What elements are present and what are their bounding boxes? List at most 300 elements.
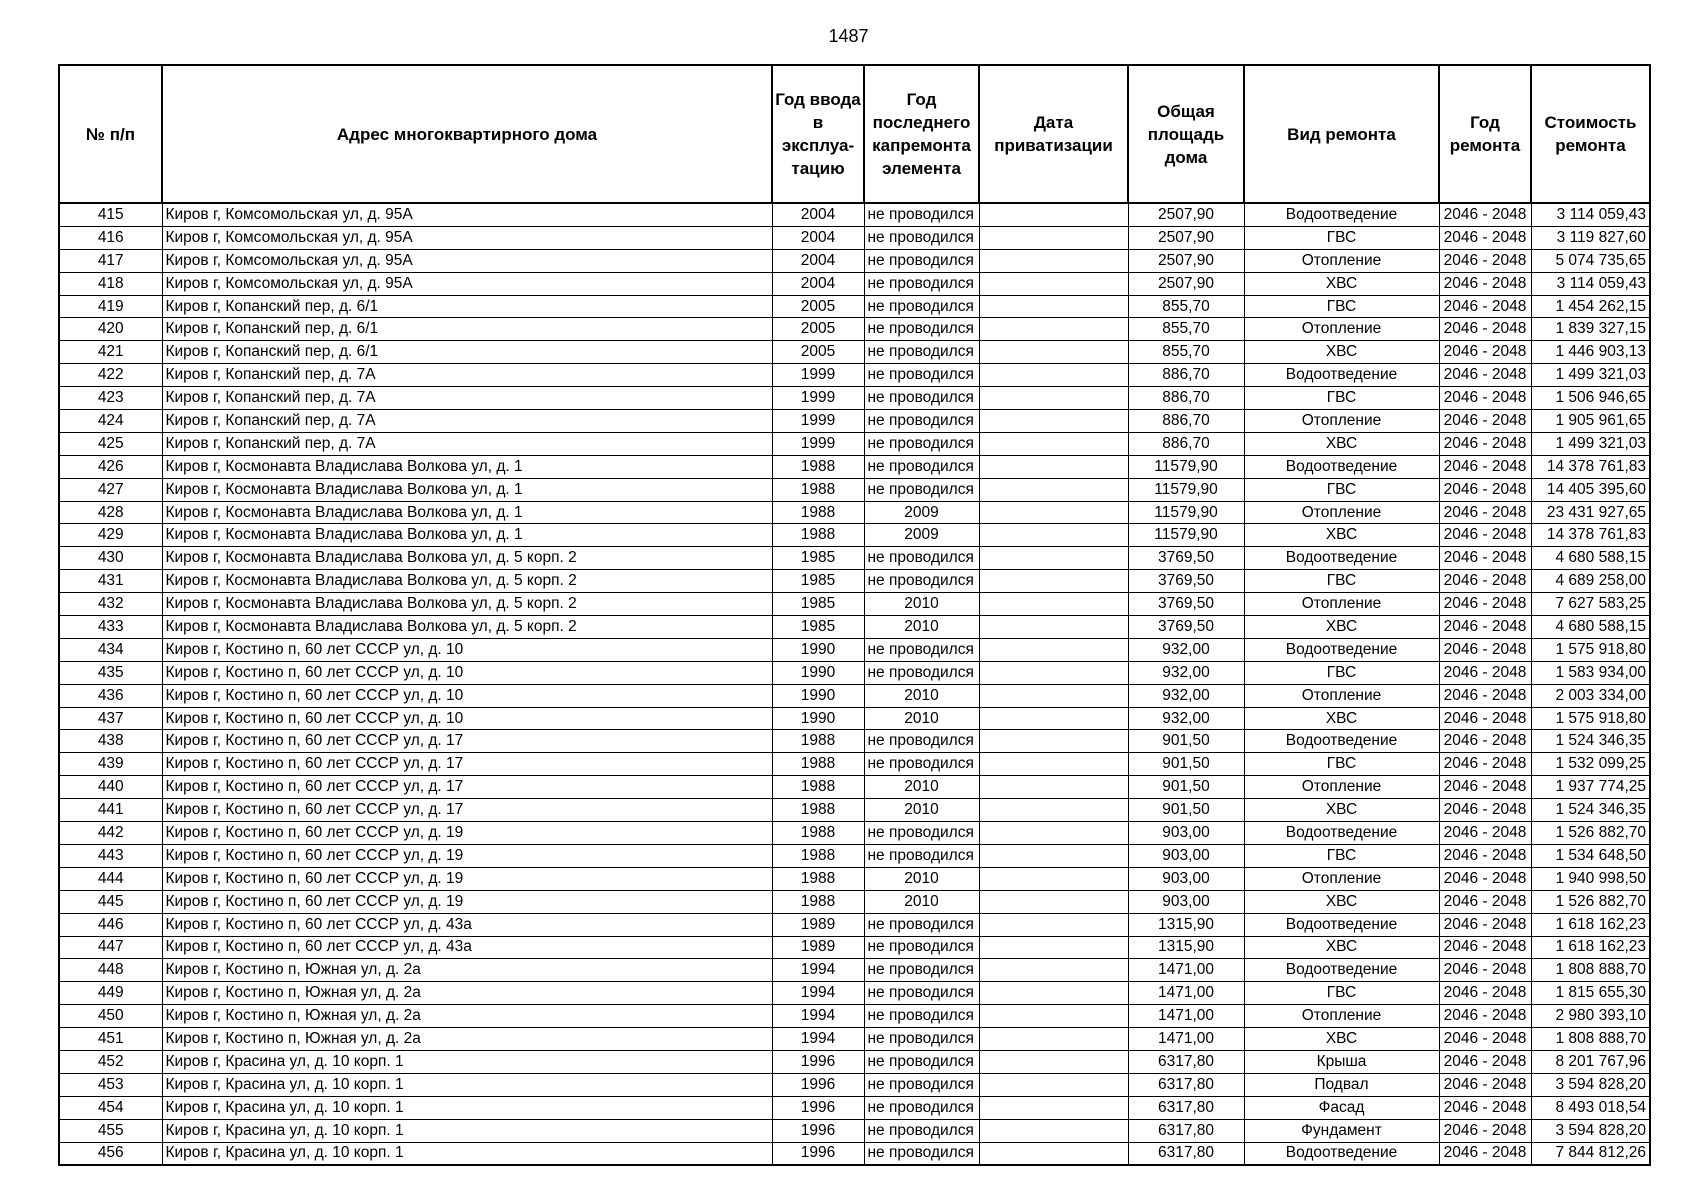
cell-repair-year: 2046 - 2048	[1439, 364, 1531, 387]
cell-privatization-date	[979, 867, 1128, 890]
cell-privatization-date	[979, 272, 1128, 295]
cell-privatization-date	[979, 753, 1128, 776]
cell-cost: 1 499 321,03	[1531, 432, 1650, 455]
cell-repair-year: 2046 - 2048	[1439, 616, 1531, 639]
cell-area: 11579,90	[1128, 455, 1244, 478]
cell-repair-type: ХВС	[1244, 707, 1439, 730]
cell-address: Киров г, Костино п, 60 лет СССР ул, д. 17	[162, 730, 772, 753]
cell-area: 903,00	[1128, 867, 1244, 890]
table-row	[59, 684, 1650, 707]
cell-repair-type: Отопление	[1244, 867, 1439, 890]
cell-num: 449	[59, 982, 162, 1005]
cell-area: 3769,50	[1128, 547, 1244, 570]
cell-repair-year: 2046 - 2048	[1439, 1142, 1531, 1165]
cell-address: Киров г, Комсомольская ул, д. 95А	[162, 272, 772, 295]
cell-area: 2507,90	[1128, 226, 1244, 249]
cell-privatization-date	[979, 1050, 1128, 1073]
repair-schedule-table	[58, 64, 1651, 1166]
cell-privatization-date	[979, 936, 1128, 959]
cell-last-repair: не проводился	[864, 1119, 979, 1142]
cell-last-repair: 2010	[864, 799, 979, 822]
cell-address: Киров г, Космонавта Владислава Волкова ул, д. 1	[162, 478, 772, 501]
table-row	[59, 547, 1650, 570]
cell-address: Киров г, Копанский пер, д. 7А	[162, 387, 772, 410]
cell-last-repair: не проводился	[864, 753, 979, 776]
cell-last-repair: не проводился	[864, 959, 979, 982]
cell-address: Киров г, Космонавта Владислава Волкова ул, д. 5 корп. 2	[162, 570, 772, 593]
cell-cost: 7 627 583,25	[1531, 593, 1650, 616]
cell-address: Киров г, Красина ул, д. 10 корп. 1	[162, 1142, 772, 1165]
cell-num: 421	[59, 341, 162, 364]
header-row	[59, 65, 1650, 203]
cell-last-repair: не проводился	[864, 730, 979, 753]
cell-last-repair: не проводился	[864, 1073, 979, 1096]
cell-last-repair: не проводился	[864, 1142, 979, 1165]
header-repair-type: Вид ремонта	[1244, 65, 1439, 203]
cell-privatization-date	[979, 684, 1128, 707]
cell-cost: 1 808 888,70	[1531, 1028, 1650, 1051]
table-row	[59, 203, 1650, 226]
header-cost: Стоимость ремонта	[1531, 65, 1650, 203]
cell-privatization-date	[979, 478, 1128, 501]
cell-num: 448	[59, 959, 162, 982]
cell-last-repair: не проводился	[864, 272, 979, 295]
cell-repair-year: 2046 - 2048	[1439, 295, 1531, 318]
cell-last-repair: не проводился	[864, 478, 979, 501]
table-row	[59, 753, 1650, 776]
header-num: № п/п	[59, 65, 162, 203]
cell-last-repair: не проводился	[864, 822, 979, 845]
cell-repair-year: 2046 - 2048	[1439, 707, 1531, 730]
cell-cost: 1 446 903,13	[1531, 341, 1650, 364]
cell-address: Киров г, Костино п, 60 лет СССР ул, д. 19	[162, 867, 772, 890]
cell-num: 437	[59, 707, 162, 730]
table-row	[59, 982, 1650, 1005]
table-row	[59, 410, 1650, 433]
cell-repair-year: 2046 - 2048	[1439, 501, 1531, 524]
cell-last-repair: не проводился	[864, 203, 979, 226]
cell-last-repair: 2010	[864, 776, 979, 799]
cell-privatization-date	[979, 776, 1128, 799]
cell-address: Киров г, Костино п, 60 лет СССР ул, д. 17	[162, 776, 772, 799]
cell-repair-year: 2046 - 2048	[1439, 890, 1531, 913]
cell-privatization-date	[979, 593, 1128, 616]
cell-privatization-date	[979, 959, 1128, 982]
cell-repair-year: 2046 - 2048	[1439, 936, 1531, 959]
cell-area: 903,00	[1128, 890, 1244, 913]
cell-area: 886,70	[1128, 364, 1244, 387]
table-row	[59, 730, 1650, 753]
cell-last-repair: не проводился	[864, 432, 979, 455]
cell-area: 932,00	[1128, 638, 1244, 661]
table-row	[59, 1119, 1650, 1142]
cell-address: Киров г, Копанский пер, д. 6/1	[162, 341, 772, 364]
cell-address: Киров г, Копанский пер, д. 7А	[162, 364, 772, 387]
cell-area: 932,00	[1128, 707, 1244, 730]
table-row	[59, 799, 1650, 822]
cell-num: 440	[59, 776, 162, 799]
cell-cost: 5 074 735,65	[1531, 249, 1650, 272]
cell-num: 418	[59, 272, 162, 295]
cell-area: 6317,80	[1128, 1073, 1244, 1096]
cell-num: 416	[59, 226, 162, 249]
cell-repair-type: ГВС	[1244, 570, 1439, 593]
cell-year-built: 1994	[772, 982, 864, 1005]
cell-cost: 7 844 812,26	[1531, 1142, 1650, 1165]
cell-cost: 3 114 059,43	[1531, 272, 1650, 295]
cell-area: 3769,50	[1128, 593, 1244, 616]
cell-repair-year: 2046 - 2048	[1439, 684, 1531, 707]
table-row	[59, 387, 1650, 410]
cell-cost: 1 940 998,50	[1531, 867, 1650, 890]
cell-repair-type: ХВС	[1244, 524, 1439, 547]
cell-cost: 8 493 018,54	[1531, 1096, 1650, 1119]
table-row	[59, 1005, 1650, 1028]
cell-address: Киров г, Космонавта Владислава Волкова ул, д. 5 корп. 2	[162, 547, 772, 570]
cell-last-repair: не проводился	[864, 844, 979, 867]
cell-area: 855,70	[1128, 318, 1244, 341]
table-row	[59, 844, 1650, 867]
table-row	[59, 616, 1650, 639]
cell-last-repair: 2010	[864, 867, 979, 890]
cell-address: Киров г, Костино п, 60 лет СССР ул, д. 10	[162, 707, 772, 730]
table-row	[59, 318, 1650, 341]
cell-repair-year: 2046 - 2048	[1439, 982, 1531, 1005]
cell-cost: 1 815 655,30	[1531, 982, 1650, 1005]
cell-cost: 1 575 918,80	[1531, 638, 1650, 661]
cell-area: 1471,00	[1128, 1028, 1244, 1051]
cell-repair-type: Крыша	[1244, 1050, 1439, 1073]
cell-repair-type: ГВС	[1244, 295, 1439, 318]
cell-cost: 14 378 761,83	[1531, 524, 1650, 547]
cell-privatization-date	[979, 616, 1128, 639]
cell-repair-type: Фасад	[1244, 1096, 1439, 1119]
cell-repair-type: Подвал	[1244, 1073, 1439, 1096]
cell-num: 428	[59, 501, 162, 524]
cell-year-built: 1988	[772, 478, 864, 501]
cell-repair-type: Водоотведение	[1244, 455, 1439, 478]
cell-num: 420	[59, 318, 162, 341]
cell-num: 441	[59, 799, 162, 822]
cell-repair-type: Отопление	[1244, 410, 1439, 433]
cell-cost: 3 119 827,60	[1531, 226, 1650, 249]
cell-year-built: 1999	[772, 432, 864, 455]
cell-cost: 1 506 946,65	[1531, 387, 1650, 410]
cell-last-repair: не проводился	[864, 638, 979, 661]
cell-num: 446	[59, 913, 162, 936]
cell-year-built: 1994	[772, 1005, 864, 1028]
cell-cost: 1 583 934,00	[1531, 661, 1650, 684]
cell-privatization-date	[979, 844, 1128, 867]
cell-area: 932,00	[1128, 661, 1244, 684]
cell-repair-type: ХВС	[1244, 936, 1439, 959]
cell-num: 427	[59, 478, 162, 501]
cell-area: 2507,90	[1128, 272, 1244, 295]
cell-address: Киров г, Костино п, 60 лет СССР ул, д. 43а	[162, 913, 772, 936]
cell-num: 438	[59, 730, 162, 753]
table-row	[59, 295, 1650, 318]
cell-privatization-date	[979, 1028, 1128, 1051]
cell-repair-year: 2046 - 2048	[1439, 730, 1531, 753]
cell-address: Киров г, Космонавта Владислава Волкова ул, д. 1	[162, 524, 772, 547]
cell-num: 415	[59, 203, 162, 226]
table-row	[59, 936, 1650, 959]
cell-year-built: 1994	[772, 959, 864, 982]
cell-year-built: 1988	[772, 799, 864, 822]
header-privatization-date: Дата приватизации	[979, 65, 1128, 203]
cell-privatization-date	[979, 341, 1128, 364]
cell-address: Киров г, Космонавта Владислава Волкова ул, д. 5 корп. 2	[162, 616, 772, 639]
cell-repair-year: 2046 - 2048	[1439, 1050, 1531, 1073]
cell-year-built: 1990	[772, 661, 864, 684]
cell-privatization-date	[979, 226, 1128, 249]
cell-num: 450	[59, 1005, 162, 1028]
table-row	[59, 570, 1650, 593]
cell-num: 426	[59, 455, 162, 478]
cell-cost: 4 680 588,15	[1531, 616, 1650, 639]
cell-area: 11579,90	[1128, 501, 1244, 524]
cell-privatization-date	[979, 410, 1128, 433]
cell-repair-type: Фундамент	[1244, 1119, 1439, 1142]
cell-address: Киров г, Костино п, 60 лет СССР ул, д. 10	[162, 638, 772, 661]
cell-repair-type: Отопление	[1244, 684, 1439, 707]
cell-year-built: 1990	[772, 684, 864, 707]
cell-area: 901,50	[1128, 776, 1244, 799]
cell-cost: 23 431 927,65	[1531, 501, 1650, 524]
cell-year-built: 1999	[772, 387, 864, 410]
cell-num: 419	[59, 295, 162, 318]
cell-last-repair: 2009	[864, 501, 979, 524]
table-row	[59, 913, 1650, 936]
cell-repair-type: ГВС	[1244, 844, 1439, 867]
cell-num: 430	[59, 547, 162, 570]
cell-area: 901,50	[1128, 753, 1244, 776]
cell-area: 6317,80	[1128, 1050, 1244, 1073]
cell-repair-type: ГВС	[1244, 982, 1439, 1005]
cell-privatization-date	[979, 913, 1128, 936]
cell-num: 439	[59, 753, 162, 776]
cell-cost: 1 526 882,70	[1531, 890, 1650, 913]
cell-area: 1315,90	[1128, 913, 1244, 936]
cell-cost: 1 532 099,25	[1531, 753, 1650, 776]
cell-repair-year: 2046 - 2048	[1439, 593, 1531, 616]
header-area: Общая площадь дома	[1128, 65, 1244, 203]
cell-last-repair: не проводился	[864, 318, 979, 341]
cell-last-repair: не проводился	[864, 364, 979, 387]
cell-repair-type: Водоотведение	[1244, 1142, 1439, 1165]
cell-last-repair: не проводился	[864, 249, 979, 272]
cell-repair-year: 2046 - 2048	[1439, 432, 1531, 455]
cell-year-built: 1989	[772, 913, 864, 936]
cell-privatization-date	[979, 707, 1128, 730]
cell-area: 901,50	[1128, 799, 1244, 822]
cell-year-built: 1990	[772, 638, 864, 661]
cell-cost: 3 594 828,20	[1531, 1073, 1650, 1096]
cell-address: Киров г, Копанский пер, д. 6/1	[162, 295, 772, 318]
cell-address: Киров г, Костино п, 60 лет СССР ул, д. 10	[162, 684, 772, 707]
cell-area: 6317,80	[1128, 1096, 1244, 1119]
cell-area: 886,70	[1128, 432, 1244, 455]
cell-cost: 1 839 327,15	[1531, 318, 1650, 341]
table-row	[59, 272, 1650, 295]
cell-privatization-date	[979, 890, 1128, 913]
cell-num: 454	[59, 1096, 162, 1119]
cell-year-built: 1988	[772, 867, 864, 890]
cell-repair-year: 2046 - 2048	[1439, 524, 1531, 547]
cell-repair-type: Водоотведение	[1244, 913, 1439, 936]
cell-repair-type: ХВС	[1244, 799, 1439, 822]
cell-repair-type: ХВС	[1244, 341, 1439, 364]
cell-repair-type: ГВС	[1244, 753, 1439, 776]
cell-cost: 1 808 888,70	[1531, 959, 1650, 982]
cell-address: Киров г, Копанский пер, д. 7А	[162, 432, 772, 455]
cell-last-repair: не проводился	[864, 455, 979, 478]
cell-num: 451	[59, 1028, 162, 1051]
cell-privatization-date	[979, 432, 1128, 455]
cell-repair-type: Отопление	[1244, 593, 1439, 616]
cell-address: Киров г, Комсомольская ул, д. 95А	[162, 249, 772, 272]
cell-repair-year: 2046 - 2048	[1439, 661, 1531, 684]
cell-last-repair: 2010	[864, 593, 979, 616]
cell-year-built: 1999	[772, 410, 864, 433]
cell-last-repair: не проводился	[864, 226, 979, 249]
cell-privatization-date	[979, 661, 1128, 684]
cell-num: 436	[59, 684, 162, 707]
cell-repair-year: 2046 - 2048	[1439, 455, 1531, 478]
table-row	[59, 661, 1650, 684]
cell-last-repair: не проводился	[864, 936, 979, 959]
table-row	[59, 1073, 1650, 1096]
cell-repair-type: Отопление	[1244, 501, 1439, 524]
cell-privatization-date	[979, 387, 1128, 410]
cell-repair-type: ХВС	[1244, 432, 1439, 455]
page-number: 1487	[828, 26, 869, 46]
cell-privatization-date	[979, 318, 1128, 341]
cell-repair-type: Водоотведение	[1244, 547, 1439, 570]
cell-area: 11579,90	[1128, 478, 1244, 501]
cell-area: 901,50	[1128, 730, 1244, 753]
table-header	[59, 65, 1650, 203]
header-year-built: Год ввода в эксплуа-тацию	[772, 65, 864, 203]
cell-last-repair: не проводился	[864, 913, 979, 936]
cell-cost: 1 937 774,25	[1531, 776, 1650, 799]
cell-privatization-date	[979, 364, 1128, 387]
cell-repair-year: 2046 - 2048	[1439, 387, 1531, 410]
cell-year-built: 2004	[772, 272, 864, 295]
table-row	[59, 1028, 1650, 1051]
header-address: Адрес многоквартирного дома	[162, 65, 772, 203]
cell-last-repair: не проводился	[864, 295, 979, 318]
cell-cost: 1 534 648,50	[1531, 844, 1650, 867]
cell-privatization-date	[979, 822, 1128, 845]
cell-address: Киров г, Костино п, Южная ул, д. 2а	[162, 1028, 772, 1051]
cell-privatization-date	[979, 249, 1128, 272]
cell-num: 429	[59, 524, 162, 547]
cell-cost: 1 575 918,80	[1531, 707, 1650, 730]
cell-privatization-date	[979, 547, 1128, 570]
cell-repair-year: 2046 - 2048	[1439, 203, 1531, 226]
cell-area: 855,70	[1128, 341, 1244, 364]
table-row	[59, 638, 1650, 661]
cell-address: Киров г, Костино п, 60 лет СССР ул, д. 19	[162, 844, 772, 867]
cell-privatization-date	[979, 1119, 1128, 1142]
cell-num: 425	[59, 432, 162, 455]
cell-cost: 1 618 162,23	[1531, 913, 1650, 936]
cell-repair-type: Водоотведение	[1244, 203, 1439, 226]
cell-address: Киров г, Костино п, Южная ул, д. 2а	[162, 1005, 772, 1028]
cell-year-built: 1999	[772, 364, 864, 387]
cell-repair-year: 2046 - 2048	[1439, 410, 1531, 433]
table-row	[59, 501, 1650, 524]
cell-repair-year: 2046 - 2048	[1439, 1096, 1531, 1119]
cell-repair-type: Водоотведение	[1244, 959, 1439, 982]
cell-area: 6317,80	[1128, 1119, 1244, 1142]
table-row	[59, 226, 1650, 249]
cell-privatization-date	[979, 1142, 1128, 1165]
cell-year-built: 1990	[772, 707, 864, 730]
cell-repair-year: 2046 - 2048	[1439, 799, 1531, 822]
cell-year-built: 1988	[772, 730, 864, 753]
cell-repair-year: 2046 - 2048	[1439, 570, 1531, 593]
cell-cost: 1 499 321,03	[1531, 364, 1650, 387]
cell-year-built: 1996	[772, 1050, 864, 1073]
cell-repair-year: 2046 - 2048	[1439, 249, 1531, 272]
cell-area: 2507,90	[1128, 249, 1244, 272]
cell-repair-year: 2046 - 2048	[1439, 776, 1531, 799]
cell-address: Киров г, Костино п, 60 лет СССР ул, д. 17	[162, 799, 772, 822]
cell-num: 434	[59, 638, 162, 661]
cell-privatization-date	[979, 1005, 1128, 1028]
cell-cost: 4 689 258,00	[1531, 570, 1650, 593]
cell-address: Киров г, Костино п, 60 лет СССР ул, д. 19	[162, 822, 772, 845]
cell-year-built: 1988	[772, 455, 864, 478]
table-body	[59, 203, 1650, 1165]
cell-year-built: 1988	[772, 501, 864, 524]
table-row	[59, 822, 1650, 845]
table-row	[59, 867, 1650, 890]
cell-address: Киров г, Красина ул, д. 10 корп. 1	[162, 1119, 772, 1142]
cell-area: 886,70	[1128, 410, 1244, 433]
cell-address: Киров г, Костино п, 60 лет СССР ул, д. 19	[162, 890, 772, 913]
table-row	[59, 455, 1650, 478]
cell-address: Киров г, Костино п, 60 лет СССР ул, д. 17	[162, 753, 772, 776]
cell-year-built: 1988	[772, 844, 864, 867]
cell-year-built: 1996	[772, 1119, 864, 1142]
cell-num: 447	[59, 936, 162, 959]
cell-privatization-date	[979, 501, 1128, 524]
cell-privatization-date	[979, 799, 1128, 822]
table-row	[59, 593, 1650, 616]
cell-repair-year: 2046 - 2048	[1439, 547, 1531, 570]
cell-privatization-date	[979, 524, 1128, 547]
cell-repair-type: ГВС	[1244, 661, 1439, 684]
table-row	[59, 1096, 1650, 1119]
cell-repair-year: 2046 - 2048	[1439, 844, 1531, 867]
cell-privatization-date	[979, 730, 1128, 753]
cell-repair-year: 2046 - 2048	[1439, 753, 1531, 776]
cell-last-repair: 2010	[864, 684, 979, 707]
cell-last-repair: 2010	[864, 890, 979, 913]
cell-privatization-date	[979, 638, 1128, 661]
cell-area: 1471,00	[1128, 982, 1244, 1005]
cell-year-built: 1985	[772, 593, 864, 616]
cell-repair-year: 2046 - 2048	[1439, 1005, 1531, 1028]
cell-last-repair: 2010	[864, 616, 979, 639]
cell-repair-year: 2046 - 2048	[1439, 1073, 1531, 1096]
cell-year-built: 1988	[772, 524, 864, 547]
cell-repair-type: ХВС	[1244, 272, 1439, 295]
table-row	[59, 432, 1650, 455]
